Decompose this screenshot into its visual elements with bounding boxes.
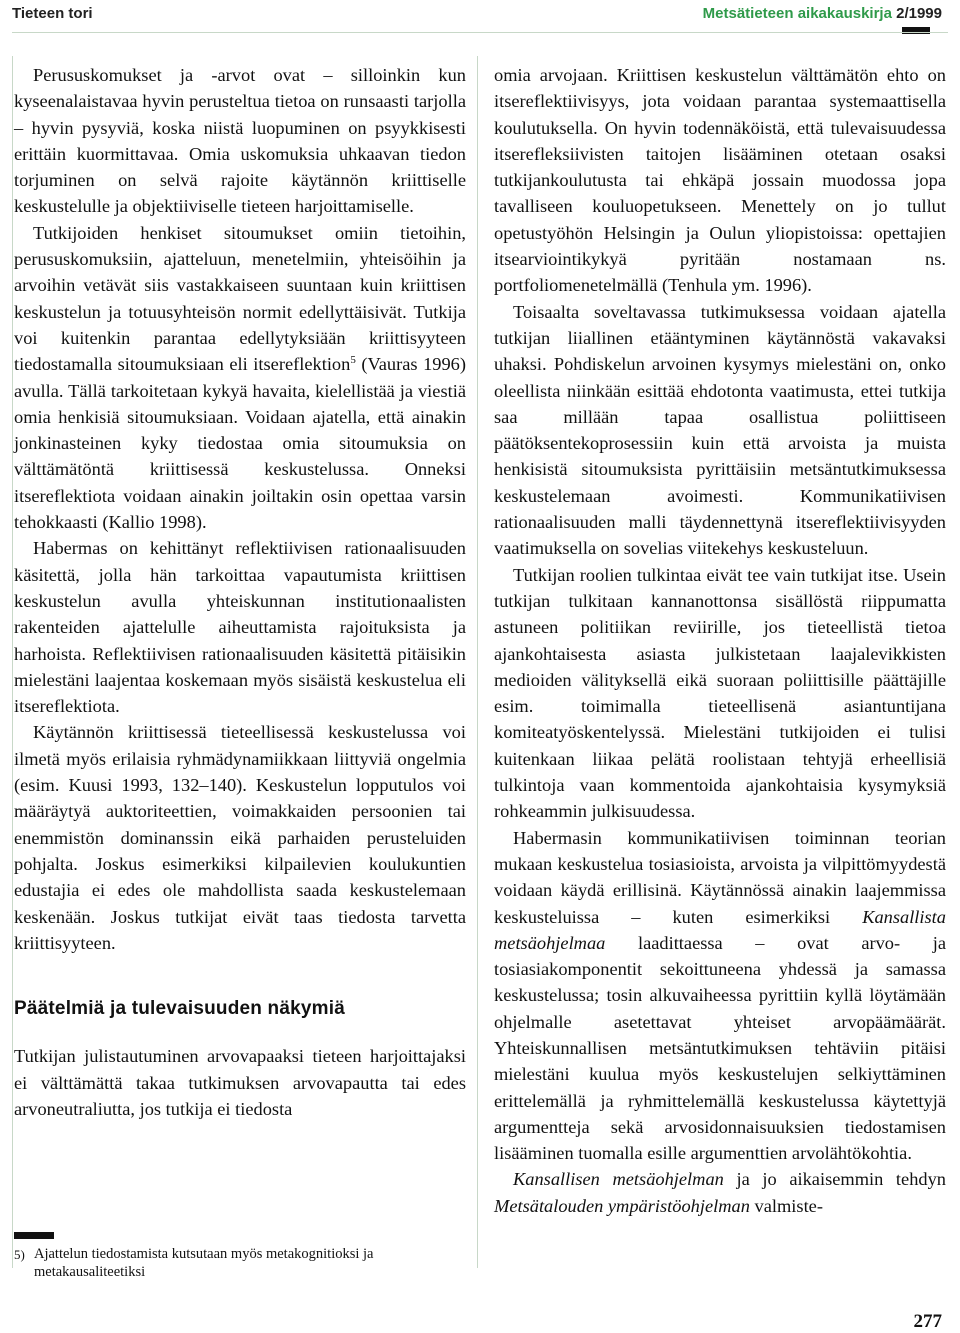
paragraph-text: valmiste- xyxy=(754,1195,823,1216)
section-heading: Päätelmiä ja tulevaisuuden näkymiä xyxy=(14,998,345,1020)
paragraph: omia arvojaan. Kriittisen keskustelun välttämätön ehto on itsereflektiivisyys, jota voidaan parantaa systemaattisella koulutuksella. On hyvin todennäköistä, että tulevaisuudessa itserefleksiivisten taitojen lisääminen otetaan osaksi tutkijankoulutusta tai ehkäpä jossain muodossa jopa tavalliseen kouluopetukseen. Menettely on jo tullut opetustyöhön Helsingin ja Oulun yliopistoissa: opettajien itsearviointikykyä pyritään nostamaan ns. portfoliomenetelmällä (Tenhula ym. 1996). xyxy=(494,65,946,296)
paragraph-text: (Vauras 1996) avulla. Tällä tarkoitetaan kykyä havaita, kielellistää ja viestiä omia henkisiä sitoumuksiaan. Voidaan ajatella, että ainakin jonkinasteinen kyky tiedostaa omia sitoumuksia on välttämätöntä kriittisessä keskustelussa. Onneksi itsereflektiota voidaan ainakin joiltakin osin opettaa varsin tehokkaasti (Kallio 1998). xyxy=(14,354,466,533)
footnote-bar xyxy=(14,1232,54,1239)
paragraph-text: laadittaessa – ovat arvo- ja tosiasiakomponentit sekoittuneena yhdessä ja samassa keskustelussa; tosin alkuvaiheessa pyrittiin kyllä löytämään ohjelmalle asetettavat yhteiset arvopäämäärät. Yhteiskunnallisen metsäntutkimuksen tehtäviin pitäisi mielestäni kuulua myös keskustelujen selkiyttäminen erittelemällä ja ryhmittelemällä keskustelussa käytettyjä argumentteja sekä arvosidonnaisuuksien tiedostamisen lisääminen tuomalla esille argumenttien arvolähtökohtia. xyxy=(494,932,946,1164)
italic-title: Kansallisen metsäohjelman xyxy=(513,1169,724,1190)
paragraph: Habermas on kehittänyt reflektiivisen rationaalisuuden käsitettä, jolla hän tarkoittaa vapautumista kriittisen keskustelun avulla yhteiskunnan institutionaalisten rakenteiden ajattelulle aiheuttamista rajoituksista ja harhoista. Reflektiivisen rationaalisuuden käsitettä pitäisikin mielestäni laajentaa koskemaan myös sisäistä keskustelua eli itsereflektiota. xyxy=(14,538,466,717)
paragraph: Käytännön kriittisessä tieteellisessä keskustelussa voi ilmetä myös erilaisia ryhmädynamiikkaan liittyviä ongelmia (esim. Kuusi 1993, 132–140). Keskustelun lopputulos voi määräytyä auktoriteettien, voimakkaiden persoonien tai enemmistön dominanssin eikä parhaiden perusteluiden pohjalta. Joskus esimerkiksi kilpailevien koulukuntien edustajia ei edes ole mahdollista saada keskustelemaan keskenään. Joskus tutkijat eivät taas tiedosta tarvetta kriittisyyteen. xyxy=(14,722,466,953)
section-title: Tieteen tori xyxy=(12,5,93,22)
journal-name: Metsätieteen aikakauskirja xyxy=(702,5,892,22)
paragraph xyxy=(14,220,466,536)
paragraph: Tutkijan roolien tulkintaa eivät tee vain tutkijat itse. Usein tutkijan tulkitaan kannanottonsa sisällöstä riippumatta astuneen politiikan reviirille, jos tieteellistä tietoa ajankohtaisesta asiasta julkistetaan laajalevikkisten medioiden välityksellä eikä suoraan poliittisille päättäjille esim. toimimalla tieteellisenä asiantuntijana komiteatyöskentelyssä. Mielestäni tutkijoiden ei tulisi kuitenkaan liikaa pelätä roolistaan tehtyjä erheellisiä tulkintoja vaan kommentoida ajankohtaisia kysymyksiä rohkeammin julkisuudessa. xyxy=(494,564,946,822)
right-column xyxy=(494,62,946,1219)
paragraph-text: Tutkijoiden henkiset sitoumukset omiin tietoihin, perususkomuksiin, ajatteluun, menetelmiin, yhteisöihin ja arvoihin vetävät siis vastakkaiseen suuntaan kuin kriittisen keskustelun ja totuusyhteisön normit edellyttäisivät. Tutkija voi kuitenkin parantaa edellytyksiään kriittisyyteen tiedostamalla sitoumuksiaan eli itsereflektion xyxy=(14,222,466,375)
italic-title: Kansallista metsäohjelmaa xyxy=(494,906,946,953)
footnote-text: Ajattelun tiedostamista kutsutaan myös metakognitioksi ja metakausaliteetiksi xyxy=(34,1246,374,1280)
paragraph xyxy=(494,1166,946,1219)
left-column xyxy=(14,62,466,1122)
paragraph: Toisaalta soveltavassa tutkimuksessa voidaan ajatella tutkijan liiallinen etääntyminen käytännöstä vakavaksi uhaksi. Pohdiskelun arvoinen kysymys mielestäni on, onko oleellista niinkään esittää ehdotonta vaatimusta, ettei tutkija saa millään tapaa osallistua poliittiseen päätöksentekoprosessiin kuin että arvoista ja muista henkisistä sitoumuksista pyrittäisiin metsäntutkimuksessa keskustelemaan avoimesti. Kommunikatiivisen rationaalisuuden malli täydennettynä itsereflektiivisyyden vaatimuksella on sovelias viitekehys keskusteluun. xyxy=(494,301,946,559)
footnote-number: 5) xyxy=(14,1247,25,1262)
italic-title: Metsätalouden ympäristöohjelman xyxy=(494,1195,750,1216)
footnote xyxy=(14,1246,466,1281)
header-rule xyxy=(12,32,948,33)
paragraph: Tutkijan julistautuminen arvovapaaksi tieteen harjoittajaksi ei välttämättä takaa tutkimuksen arvovapautta tai edes arvoneutraliutta, jos tutkija ei tiedosta xyxy=(14,1046,466,1119)
footnote-ref: 5 xyxy=(350,354,356,367)
column-divider xyxy=(477,56,478,1268)
paragraph-text: ja jo aikaisemmin tehdyn xyxy=(736,1169,946,1190)
paragraph-text: Habermasin kommunikatiivisen toiminnan teorian mukaan keskustelua tosiasioista, arvoista ja vilpittömyydestä voidaan käydä erillisinä. Käytännössä ainakin laajemmissa keskusteluissa – kuten esimerkiksi xyxy=(494,827,946,927)
issue-number: 2/1999 xyxy=(896,5,942,22)
left-margin-rule xyxy=(12,56,13,1268)
paragraph: Perususkomukset ja -arvot ovat – silloinkin kun kyseenalaistavaa hyvin perusteltua tietoa on runsaasti tarjolla – hyvin pysyviä, koska niistä luopuminen on psyykkisesti erittäin kuormittavaa. Omia uskomuksia uhkaavan tiedon torjuminen on selvä rajoite käytännön kriittiselle keskustelulle ja objektiiviselle tieteen harjoittamiselle. xyxy=(14,65,466,217)
paragraph xyxy=(494,825,946,1167)
page-number: 277 xyxy=(913,1311,942,1332)
journal-header xyxy=(703,5,942,22)
